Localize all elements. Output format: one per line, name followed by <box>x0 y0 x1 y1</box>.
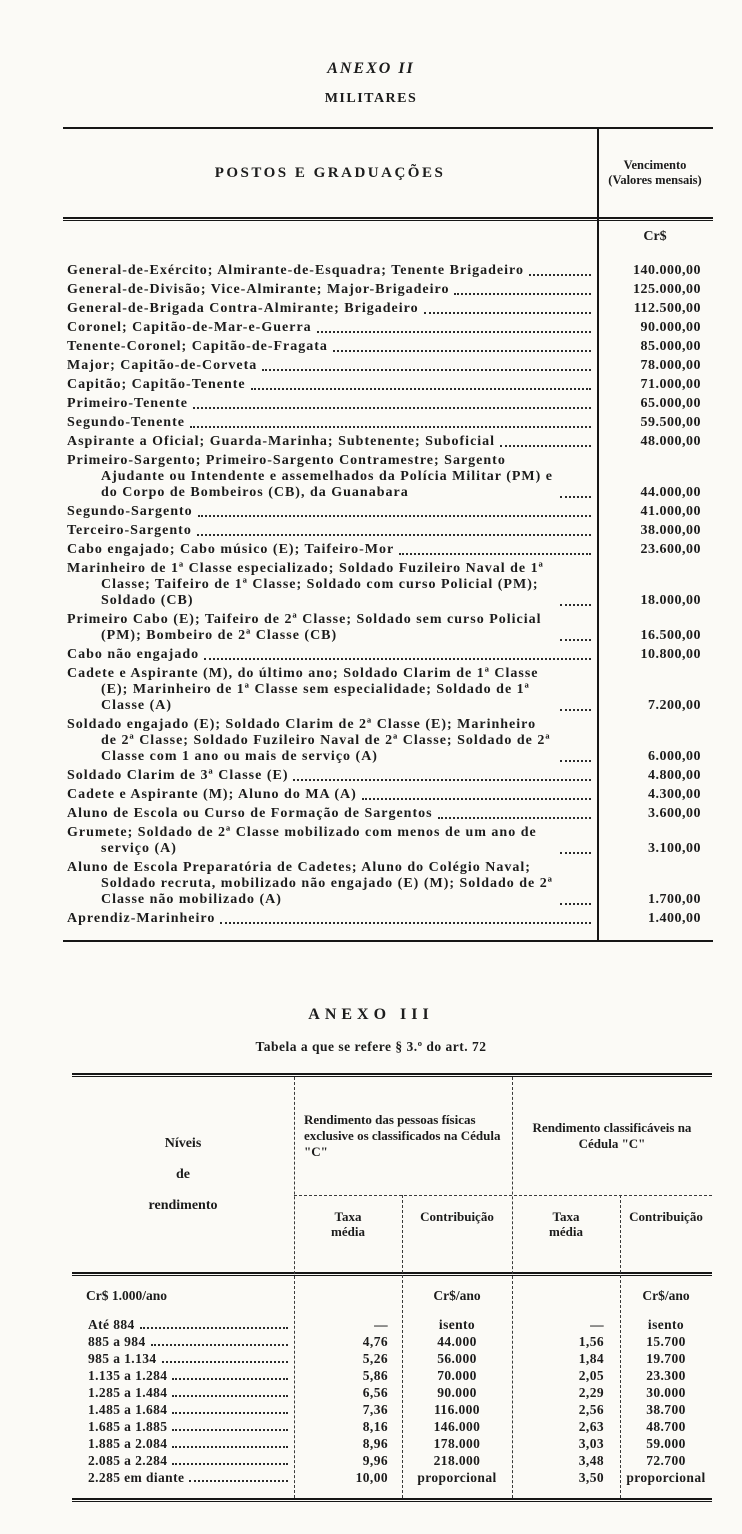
tax-row <box>72 1350 712 1367</box>
nivel-label: 1.135 a 1.284 <box>88 1368 168 1383</box>
posto-label: Cadete e Aspirante (M), do último ano; Soldado Clarim de 1ª Classe (E); Marinheiro de 1ª Classe sem especialidade; Soldado de 1ª Classe (A) <box>67 666 539 713</box>
dotted-leader <box>251 388 591 390</box>
contribuicao-2-value: 30.000 <box>646 1385 686 1400</box>
dotted-leader <box>333 350 591 352</box>
vencimento-cell <box>597 301 713 317</box>
posto-label-cell <box>63 339 597 355</box>
posto-label-cell <box>63 504 597 520</box>
dotted-leader <box>140 1327 288 1329</box>
contribuicao-2-value: 59.000 <box>646 1436 686 1451</box>
tax-row <box>72 1367 712 1384</box>
unit-contr2: Cr$/ano <box>642 1288 690 1303</box>
dashed-rule <box>294 1077 295 1498</box>
nivel-label: 1.485 a 1.684 <box>88 1402 168 1417</box>
taxa-media-1-value: 5,26 <box>362 1351 388 1366</box>
tax-row <box>72 1435 712 1452</box>
posto-label-cell <box>63 612 597 644</box>
posto-label: Segundo-Tenente <box>67 415 185 430</box>
contribuicao-1-value: isento <box>438 1317 476 1332</box>
vencimento-value: 85.000,00 <box>640 339 701 354</box>
unit-row <box>72 1288 712 1304</box>
posto-row <box>63 806 713 822</box>
vencimento-value: 71.000,00 <box>640 377 701 392</box>
dotted-leader <box>262 369 591 371</box>
nivel-label: 2.285 em diante <box>88 1470 185 1485</box>
nivel-cell <box>72 1401 294 1418</box>
nivel-label: 985 a 1.134 <box>88 1351 157 1366</box>
contribuicao-1-value: 146.000 <box>433 1419 481 1434</box>
posto-label: Aprendiz-Marinheiro <box>67 911 216 926</box>
dashed-rule <box>402 1195 403 1498</box>
taxa-media-2-value: 2,05 <box>578 1368 604 1383</box>
taxa-media-2-value: 2,56 <box>578 1402 604 1417</box>
posto-row <box>63 542 713 558</box>
posto-label: General-de-Exército; Almirante-de-Esquadra; Tenente Brigadeiro <box>67 263 524 278</box>
posto-label: General-de-Brigada Contra-Almirante; Brigadeiro <box>67 301 419 316</box>
nivel-label: 1.285 a 1.484 <box>88 1385 168 1400</box>
vencimento-value: 1.700,00 <box>648 892 701 907</box>
posto-label: Primeiro-Sargento; Primeiro-Sargento Contramestre; Sargento Ajudante ou Intendente e assemelhados da Polícia Militar (PM) e do Corpo de Bombeiros (CB), da Guanabara <box>67 453 553 500</box>
tax-rows <box>72 1316 712 1486</box>
vencimento-value: 65.000,00 <box>640 396 701 411</box>
contribuicao-header: Contribuição <box>420 1209 494 1224</box>
nivel-cell <box>72 1333 294 1350</box>
posto-label-cell <box>63 434 597 450</box>
posto-label-cell <box>63 453 597 501</box>
posto-label: Cabo engajado; Cabo músico (E); Taifeiro-Mor <box>67 542 395 557</box>
unit-nivel: Cr$ 1.000/ano <box>86 1288 167 1303</box>
taxa-media-header <box>294 1195 402 1272</box>
vencimento-cell <box>597 263 713 279</box>
posto-label-cell <box>63 860 597 908</box>
nivel-label: 885 a 984 <box>88 1334 146 1349</box>
taxa-media-header <box>512 1195 620 1272</box>
group1-header: Rendimento das pessoas físicas exclusive os classificados na Cédula "C" <box>304 1112 501 1159</box>
posto-label-cell <box>63 396 597 412</box>
dotted-leader <box>454 293 591 295</box>
dotted-leader <box>529 274 591 276</box>
vencimento-cell <box>597 358 713 374</box>
vencimento-cell <box>597 282 713 298</box>
posto-label: General-de-Divisão; Vice-Almirante; Major-Brigadeiro <box>67 282 450 297</box>
unit-contr1: Cr$/ano <box>433 1288 481 1303</box>
postos-column-header: POSTOS E GRADUAÇÕES <box>214 164 446 181</box>
dotted-leader <box>190 426 591 428</box>
tax-table-body <box>72 1276 712 1498</box>
vencimento-cell <box>597 768 713 784</box>
contribuicao-2-value: 38.700 <box>646 1402 686 1417</box>
vencimento-value: 23.600,00 <box>640 542 701 557</box>
posto-label: Soldado Clarim de 3ª Classe (E) <box>67 768 289 783</box>
vencimento-cell <box>597 453 713 501</box>
vencimento-value: 38.000,00 <box>640 523 701 538</box>
vencimento-value: 4.800,00 <box>648 768 701 783</box>
posto-label: Marinheiro de 1ª Classe especializado; Soldado Fuzileiro Naval de 1ª Classe; Taifeiro de 1ª Classe; Soldado com curso Policial (PM); Soldado (CB) <box>67 561 544 608</box>
vencimento-value: 112.500,00 <box>633 301 701 316</box>
nivel-cell <box>72 1435 294 1452</box>
taxa-media-1-value: 7,36 <box>362 1402 388 1417</box>
anexo-iii-subtitle: Tabela a que se refere § 3.º do art. 72 <box>255 1039 487 1054</box>
posto-row <box>63 911 713 927</box>
posto-row <box>63 768 713 784</box>
vencimento-cell <box>597 806 713 822</box>
posto-row <box>63 282 713 298</box>
posto-row <box>63 825 713 857</box>
posto-row <box>63 339 713 355</box>
unit-taxa1 <box>294 1288 402 1304</box>
posto-label-cell <box>63 717 597 765</box>
nivel-cell <box>72 1469 294 1486</box>
dotted-leader <box>560 496 591 498</box>
nivel-label: Até 884 <box>88 1317 135 1332</box>
nivel-cell <box>72 1452 294 1469</box>
posto-label: Soldado engajado (E); Soldado Clarim de 2ª Classe (E); Marinheiro de 2ª Classe; Soldado Fuzileiro Naval de 2ª Classe; Soldado de 2ª Classe com 1 ano ou mais de serviço (A) <box>67 717 551 764</box>
posto-label-cell <box>63 561 597 609</box>
posto-row <box>63 612 713 644</box>
posto-label-cell <box>63 415 597 431</box>
posto-label-cell <box>63 301 597 317</box>
dotted-leader <box>172 1446 288 1448</box>
taxa-media-1-value: 10,00 <box>355 1470 388 1485</box>
posto-label-cell <box>63 768 597 784</box>
postos-rows <box>63 263 713 927</box>
posto-label-cell <box>63 666 597 714</box>
posto-label: Coronel; Capitão-de-Mar-e-Guerra <box>67 320 312 335</box>
nivel-label: 1.885 a 2.084 <box>88 1436 168 1451</box>
vencimento-value: 18.000,00 <box>640 593 701 608</box>
vencimento-value: 6.000,00 <box>648 749 701 764</box>
contribuicao-2-value: 48.700 <box>646 1419 686 1434</box>
vencimento-cell <box>597 561 713 609</box>
group1-header-block <box>294 1077 512 1272</box>
group2-header-block <box>512 1077 712 1272</box>
taxa-media-2-value: 1,56 <box>578 1334 604 1349</box>
vencimento-value: 44.000,00 <box>640 485 701 500</box>
tax-row <box>72 1418 712 1435</box>
nivel-label: 2.085 a 2.284 <box>88 1453 168 1468</box>
posto-label-cell <box>63 263 597 279</box>
group1-subheaders <box>294 1195 512 1272</box>
dotted-leader <box>500 445 591 447</box>
dotted-leader <box>151 1344 288 1346</box>
taxa-media-1-value: 6,56 <box>362 1385 388 1400</box>
dotted-leader <box>293 779 591 781</box>
niveis-header-line: rendimento <box>148 1197 218 1213</box>
anexo-ii-subtitle: MILITARES <box>324 91 418 106</box>
group2-header: Rendimento classificáveis na Cédula "C" <box>532 1120 692 1151</box>
dotted-leader <box>172 1429 288 1431</box>
posto-row <box>63 453 713 501</box>
tax-row <box>72 1384 712 1401</box>
posto-row <box>63 523 713 539</box>
anexo-iii-title: ANEXO III <box>308 1006 434 1023</box>
vencimento-value: 125.000,00 <box>633 282 701 297</box>
dotted-leader <box>172 1395 288 1397</box>
posto-row <box>63 504 713 520</box>
vencimento-value: 3.600,00 <box>648 806 701 821</box>
table-vertical-rule <box>597 129 599 940</box>
dotted-leader <box>317 331 591 333</box>
taxa-media-1-value: 9,96 <box>362 1453 388 1468</box>
taxa-media-1-value: 8,96 <box>362 1436 388 1451</box>
posto-row <box>63 263 713 279</box>
posto-label-cell <box>63 911 597 927</box>
posto-row <box>63 561 713 609</box>
dashed-rule <box>512 1077 513 1498</box>
tax-row <box>72 1469 712 1486</box>
posto-label-cell <box>63 647 597 663</box>
posto-row <box>63 415 713 431</box>
dotted-leader <box>220 922 591 924</box>
currency-header: Cr$ <box>643 229 667 244</box>
posto-label-cell <box>63 320 597 336</box>
vencimento-cell <box>597 825 713 857</box>
posto-label-cell <box>63 542 597 558</box>
posto-label-cell <box>63 825 597 857</box>
vencimento-cell <box>597 860 713 908</box>
vencimento-cell <box>597 377 713 393</box>
dotted-leader <box>424 312 591 314</box>
dotted-leader <box>560 903 591 905</box>
vencimento-value: 1.400,00 <box>648 911 701 926</box>
contribuicao-1-value: 56.000 <box>437 1351 477 1366</box>
dotted-leader <box>560 604 591 606</box>
contribuicao-2-value: proporcional <box>626 1470 706 1485</box>
vencimento-value: 48.000,00 <box>640 434 701 449</box>
vencimento-value: 3.100,00 <box>648 841 701 856</box>
dashed-rule <box>620 1195 621 1498</box>
niveis-column-header <box>72 1077 294 1272</box>
tax-table-bottom-rule <box>72 1498 712 1502</box>
vencimento-cell <box>597 339 713 355</box>
taxa-media-2-value: 3,50 <box>578 1470 604 1485</box>
unit-taxa2 <box>512 1288 620 1304</box>
dotted-leader <box>172 1463 288 1465</box>
posto-label-cell <box>63 523 597 539</box>
vencimento-cell <box>597 911 713 927</box>
posto-row <box>63 396 713 412</box>
dashed-rule <box>294 1195 712 1196</box>
taxa-media-2-value: 3,03 <box>578 1436 604 1451</box>
contribuicao-1-value: 116.000 <box>434 1402 480 1417</box>
taxa-media-2-value: 3,48 <box>578 1453 604 1468</box>
dotted-leader <box>172 1378 288 1380</box>
vencimento-value: 59.500,00 <box>640 415 701 430</box>
contribuicao-1-value: 218.000 <box>433 1453 481 1468</box>
posto-label: Capitão; Capitão-Tenente <box>67 377 246 392</box>
dotted-leader <box>193 407 591 409</box>
vencimento-cell <box>597 415 713 431</box>
vencimento-cell <box>597 612 713 644</box>
contribuicao-1-value: 90.000 <box>437 1385 477 1400</box>
dotted-leader <box>172 1412 288 1414</box>
posto-row <box>63 666 713 714</box>
nivel-cell <box>72 1418 294 1435</box>
contribuicao-1-value: 178.000 <box>433 1436 481 1451</box>
anexo-ii-title: ANEXO II <box>327 60 415 77</box>
posto-row <box>63 787 713 803</box>
contribuicao-2-value: 72.700 <box>646 1453 686 1468</box>
posto-label-cell <box>63 806 597 822</box>
contribuicao-2-value: isento <box>647 1317 685 1332</box>
posto-label: Terceiro-Sargento <box>67 523 192 538</box>
contribuicao-2-value: 15.700 <box>646 1334 686 1349</box>
militares-table-header <box>63 129 713 217</box>
vencimento-cell <box>597 717 713 765</box>
posto-label: Segundo-Sargento <box>67 504 193 519</box>
nivel-cell <box>72 1316 294 1333</box>
vencimento-value: 90.000,00 <box>640 320 701 335</box>
niveis-header-line: Níveis <box>164 1135 202 1151</box>
posto-label: Aluno de Escola Preparatória de Cadetes; Aluno do Colégio Naval; Soldado recruta, mobilizado não engajado (E) (M); Soldado de 2ª Classe não mobilizado (A) <box>67 860 553 907</box>
nivel-label: 1.685 a 1.885 <box>88 1419 168 1434</box>
vencimento-value: 7.200,00 <box>648 698 701 713</box>
vencimento-value: 16.500,00 <box>640 628 701 643</box>
dotted-leader <box>560 760 591 762</box>
tax-row <box>72 1452 712 1469</box>
dotted-leader <box>399 553 591 555</box>
taxa-media-header-text: Taxa média <box>549 1209 583 1239</box>
vencimento-value: 10.800,00 <box>640 647 701 662</box>
taxa-media-1-value: — <box>374 1317 388 1332</box>
nivel-cell <box>72 1367 294 1384</box>
dotted-leader <box>204 658 591 660</box>
posto-label: Grumete; Soldado de 2ª Classe mobilizado com menos de um ano de serviço (A) <box>67 825 537 856</box>
taxa-media-2-value: 1,84 <box>578 1351 604 1366</box>
vencimento-cell <box>597 542 713 558</box>
vencimento-column-header: Vencimento (Valores mensais) <box>608 158 702 187</box>
vencimento-value: 41.000,00 <box>640 504 701 519</box>
contribuicao-1-value: 44.000 <box>437 1334 477 1349</box>
posto-label: Major; Capitão-de-Corveta <box>67 358 258 373</box>
contribuicao-header: Contribuição <box>629 1209 703 1224</box>
posto-row <box>63 434 713 450</box>
vencimento-cell <box>597 647 713 663</box>
posto-label: Aspirante a Oficial; Guarda-Marinha; Subtenente; Suboficial <box>67 434 496 449</box>
tax-table-grid <box>72 1077 712 1498</box>
militares-table-body <box>63 221 713 940</box>
vencimento-cell <box>597 434 713 450</box>
dotted-leader <box>560 709 591 711</box>
group2-subheaders <box>512 1195 712 1272</box>
taxa-media-2-value: — <box>590 1317 604 1332</box>
tax-table <box>72 1073 712 1502</box>
posto-label-cell <box>63 282 597 298</box>
vencimento-value: 140.000,00 <box>633 263 701 278</box>
taxa-media-1-value: 5,86 <box>362 1368 388 1383</box>
vencimento-cell <box>597 396 713 412</box>
posto-row <box>63 717 713 765</box>
posto-label-cell <box>63 787 597 803</box>
dotted-leader <box>198 515 591 517</box>
dotted-leader <box>189 1480 288 1482</box>
anexo-iii-section <box>0 1006 742 1502</box>
taxa-media-2-value: 2,29 <box>578 1385 604 1400</box>
posto-row <box>63 647 713 663</box>
taxa-media-header-text: Taxa média <box>331 1209 365 1239</box>
vencimento-cell <box>597 523 713 539</box>
dotted-leader <box>438 817 591 819</box>
vencimento-cell <box>597 666 713 714</box>
taxa-media-2-value: 2,63 <box>578 1419 604 1434</box>
posto-label: Tenente-Coronel; Capitão-de-Fragata <box>67 339 328 354</box>
anexo-ii-section <box>0 60 742 942</box>
posto-label: Cadete e Aspirante (M); Aluno do MA (A) <box>67 787 357 802</box>
posto-row <box>63 377 713 393</box>
dotted-leader <box>560 852 591 854</box>
tax-table-header <box>72 1077 712 1272</box>
posto-label-cell <box>63 358 597 374</box>
vencimento-cell <box>597 320 713 336</box>
posto-label: Aluno de Escola ou Curso de Formação de Sargentos <box>67 806 433 821</box>
nivel-cell <box>72 1350 294 1367</box>
tax-row <box>72 1333 712 1350</box>
dotted-leader <box>362 798 591 800</box>
dotted-leader <box>162 1361 288 1363</box>
posto-label: Primeiro-Tenente <box>67 396 188 411</box>
militares-table <box>63 127 713 942</box>
taxa-media-1-value: 8,16 <box>362 1419 388 1434</box>
vencimento-cell <box>597 787 713 803</box>
posto-row <box>63 301 713 317</box>
taxa-media-1-value: 4,76 <box>362 1334 388 1349</box>
contribuicao-2-value: 23.300 <box>646 1368 686 1383</box>
posto-row <box>63 358 713 374</box>
tax-row <box>72 1401 712 1418</box>
dotted-leader <box>197 534 591 536</box>
nivel-cell <box>72 1384 294 1401</box>
contribuicao-1-value: proporcional <box>417 1470 497 1485</box>
posto-label: Cabo não engajado <box>67 647 200 662</box>
contribuicao-1-value: 70.000 <box>437 1368 477 1383</box>
posto-label-cell <box>63 377 597 393</box>
posto-label: Primeiro Cabo (E); Taifeiro de 2ª Classe; Soldado sem curso Policial (PM); Bombeiro de 2ª Classe (CB) <box>67 612 542 643</box>
posto-row <box>63 860 713 908</box>
dotted-leader <box>560 639 591 641</box>
posto-row <box>63 320 713 336</box>
vencimento-value: 4.300,00 <box>648 787 701 802</box>
vencimento-value: 78.000,00 <box>640 358 701 373</box>
contribuicao-2-value: 19.700 <box>646 1351 686 1366</box>
tax-row <box>72 1316 712 1333</box>
vencimento-cell <box>597 504 713 520</box>
niveis-header-line: de <box>176 1166 190 1182</box>
